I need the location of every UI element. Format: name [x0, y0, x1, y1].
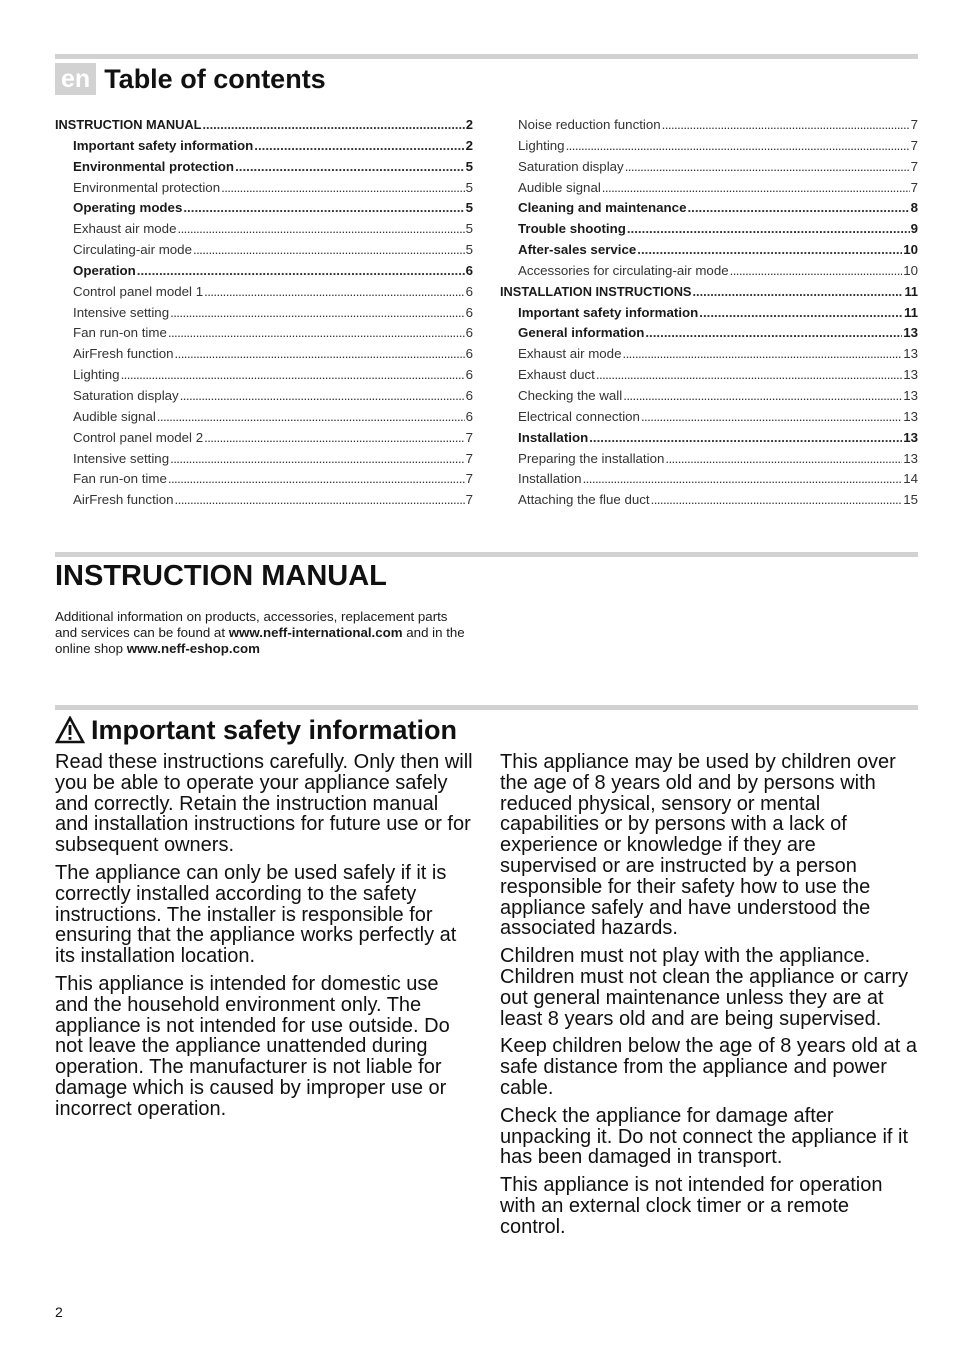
toc-leader-dots [180, 386, 465, 407]
toc-entry-page: 6 [465, 325, 473, 341]
toc-leader-dots [254, 136, 464, 157]
safety-title: Important safety information [91, 714, 458, 745]
toc-entry-label: Environmental protection [73, 179, 221, 195]
toc-leader-dots [699, 303, 903, 324]
toc-entry[interactable] [55, 240, 473, 261]
toc-entry-label: Intensive setting [73, 304, 170, 320]
toc-entry-label: Environmental protection [73, 158, 235, 174]
safety-paragraph: Read these instructions carefully. Only then will you be able to operate your appliance safely and correctly. Retain the instruction manual and installation instructions for future use or for subsequent owners. [55, 751, 473, 857]
toc-entry-page: 5 [465, 242, 473, 258]
page-number: 2 [55, 1304, 63, 1320]
toc-entry-label: Exhaust duct [518, 367, 595, 383]
toc-entry[interactable] [500, 365, 918, 386]
toc-entry[interactable] [500, 219, 918, 240]
toc-entry-page: 7 [465, 429, 473, 445]
toc-entry-label: AirFresh function [73, 492, 174, 508]
toc-entry-page: 7 [465, 450, 473, 466]
toc-entry-label: Noise reduction function [518, 117, 661, 132]
toc-entry[interactable] [500, 157, 918, 178]
toc-entry-label: Electrical connection [518, 408, 640, 424]
toc-leader-dots [177, 219, 464, 240]
toc-leader-dots [602, 178, 910, 199]
toc-leader-dots [625, 157, 910, 178]
toc-entry[interactable] [55, 219, 473, 240]
safety-paragraph: Children must not play with the appliance. Children must not clean the appliance or carry out general maintenance unless they are at least 8 years old and are being supervised. [500, 945, 908, 1030]
toc-entry[interactable] [500, 323, 918, 344]
toc-leader-dots [589, 428, 902, 449]
toc-entry-label: INSTALLATION INSTRUCTIONS [500, 283, 692, 299]
toc-entry-page: 9 [910, 221, 918, 237]
toc-entry[interactable] [500, 240, 918, 261]
toc-leader-dots [221, 178, 465, 199]
toc-entry-page: 14 [903, 471, 918, 487]
toc-leader-dots [665, 449, 902, 470]
toc-entry-label: Installation [518, 429, 589, 445]
toc-entry-page: 7 [910, 117, 918, 132]
toc-entry-page: 15 [903, 492, 918, 508]
toc-leader-dots [204, 282, 465, 303]
toc-leader-dots [645, 323, 902, 344]
toc-entry-page: 13 [903, 387, 918, 403]
toc-entry-page: 8 [910, 200, 918, 216]
toc-entry-label: Circulating-air mode [73, 242, 192, 258]
toc-left-column [55, 115, 473, 511]
toc-leader-dots [183, 198, 464, 219]
toc-entry-label: Important safety information [518, 304, 699, 320]
toc-title: Table of contents [104, 63, 326, 94]
manual-info-middle: and in the online shop [55, 625, 465, 657]
toc-leader-dots [168, 323, 465, 344]
toc-entry-label: After-sales service [518, 242, 637, 258]
toc-entry-page: 7 [465, 471, 473, 487]
toc-entry[interactable] [55, 303, 473, 324]
safety-paragraph: The appliance can only be used safely if it is correctly installed according to the safety instructions. The installer is responsible for ensuring that the appliance works perfectly at its installation location. [55, 861, 457, 968]
toc-entry-page: 5 [465, 158, 473, 174]
manual-info-link-international[interactable]: www.neff-international.com [228, 625, 403, 641]
toc-leader-dots [202, 115, 464, 136]
toc-leader-dots [121, 365, 465, 386]
toc-entry-label: Exhaust air mode [73, 221, 177, 237]
toc-leader-dots [170, 303, 465, 324]
toc-entry-label: Exhaust air mode [518, 346, 622, 362]
toc-entry[interactable] [55, 282, 473, 303]
toc-entry-page: 6 [465, 387, 473, 403]
toc-entry-page: 7 [910, 137, 918, 153]
toc-entry-label: Accessories for circulating-air mode [518, 262, 729, 278]
toc-leader-dots [641, 407, 902, 428]
safety-paragraph: This appliance may be used by children over the age of 8 years old and by persons with reduced physical, sensory or mental capabilities or by persons with a lack of experience or knowledge if they are supervised or are instructed by a person responsible for their safety how to use the appliance safely and have understood the associated hazards. [500, 751, 896, 940]
toc-entry[interactable] [500, 178, 918, 199]
language-badge: en [55, 63, 96, 95]
safety-paragraph: This appliance is intended for domestic use and the household environment only. The appliance is not intended for use outside. Do not leave the appliance unattended during operation. The manufacturer is not liable for damage which is caused by improper use or incorrect operation. [55, 972, 450, 1120]
toc-entry-label: INSTRUCTION MANUAL [55, 117, 202, 132]
toc-entry-label: Audible signal [73, 408, 156, 424]
toc-entry[interactable] [500, 115, 918, 136]
toc-entry-page: 6 [465, 283, 473, 299]
toc-entry[interactable] [55, 198, 473, 219]
manual-info-prefix: Additional information on products, accessories, replacement parts and services can be found at [55, 609, 448, 641]
toc-leader-dots [623, 386, 902, 407]
toc-entry-page: 13 [903, 450, 918, 466]
toc-entry-label: Trouble shooting [518, 221, 626, 237]
toc-entry[interactable] [500, 261, 918, 282]
toc-entry-page: 10 [903, 262, 918, 278]
toc-entry-label: Cleaning and maintenance [518, 200, 687, 216]
toc-entry-page: 11 [903, 304, 918, 320]
toc-entry-page: 6 [465, 304, 473, 320]
toc-leader-dots [235, 157, 465, 178]
toc-entry-label: Important safety information [73, 137, 254, 153]
toc-leader-dots [730, 261, 903, 282]
toc-entry-label: Audible signal [518, 179, 601, 195]
safety-left-column [55, 752, 475, 1127]
toc-leader-dots [566, 136, 910, 157]
toc-entry-label: Control panel model 2 [73, 429, 204, 445]
toc-leader-dots [204, 428, 465, 449]
toc-entry[interactable] [500, 449, 918, 470]
toc-entry-page: 13 [903, 367, 918, 383]
toc-entry-label: Saturation display [73, 387, 179, 403]
safety-top-rule [55, 705, 918, 710]
toc-leader-dots [157, 407, 465, 428]
toc-entry[interactable] [500, 386, 918, 407]
toc-leader-dots [627, 219, 910, 240]
toc-entry[interactable] [500, 469, 918, 490]
toc-entry-label: Control panel model 1 [73, 283, 204, 299]
toc-leader-dots [662, 115, 910, 136]
toc-top-rule [55, 54, 918, 59]
toc-leader-dots [175, 490, 465, 511]
toc-entry[interactable] [500, 282, 918, 303]
toc-right-column [500, 115, 918, 511]
toc-entry-label: Preparing the installation [518, 450, 665, 466]
toc-entry-label: Operation [73, 262, 136, 278]
toc-leader-dots [637, 240, 902, 261]
toc-entry[interactable] [55, 386, 473, 407]
toc-leader-dots [651, 490, 903, 511]
manual-title: INSTRUCTION MANUAL [55, 560, 387, 592]
toc-entry[interactable] [55, 115, 473, 136]
toc-entry-page: 6 [465, 346, 473, 362]
toc-entry[interactable] [500, 407, 918, 428]
toc-entry-label: Installation [518, 471, 582, 487]
toc-entry[interactable] [55, 178, 473, 199]
toc-leader-dots [687, 198, 909, 219]
toc-entry-page: 13 [903, 325, 918, 341]
toc-entry[interactable] [55, 261, 473, 282]
toc-entry[interactable] [55, 428, 473, 449]
warning-triangle-icon [55, 716, 85, 744]
toc-entry[interactable] [55, 490, 473, 511]
safety-paragraph: Check the appliance for damage after unpacking it. Do not connect the appliance if it has been damaged in transport. [500, 1104, 909, 1169]
toc-entry[interactable] [55, 469, 473, 490]
safety-right-column [500, 752, 918, 1245]
toc-header [55, 62, 326, 96]
toc-entry[interactable] [500, 344, 918, 365]
toc-entry[interactable] [55, 365, 473, 386]
toc-leader-dots [692, 282, 903, 303]
toc-leader-dots [622, 344, 902, 365]
toc-leader-dots [175, 344, 465, 365]
toc-entry[interactable] [55, 407, 473, 428]
toc-entry-label: Lighting [73, 367, 120, 383]
toc-entry[interactable] [500, 136, 918, 157]
toc-entry-page: 2 [465, 117, 473, 132]
toc-entry[interactable] [55, 136, 473, 157]
toc-entry-page: 7 [465, 492, 473, 508]
manual-top-rule [55, 552, 918, 557]
safety-paragraph: This appliance is not intended for operation with an external clock timer or a remote control. [500, 1174, 883, 1238]
toc-entry-page: 7 [910, 158, 918, 174]
toc-entry-label: Checking the wall [518, 387, 623, 403]
toc-leader-dots [170, 449, 465, 470]
toc-leader-dots [193, 240, 465, 261]
toc-entry-label: AirFresh function [73, 346, 174, 362]
toc-entry-page: 13 [903, 346, 918, 362]
toc-entry-page: 2 [465, 137, 473, 153]
toc-entry-label: Fan run-on time [73, 325, 167, 341]
toc-entry-label: Fan run-on time [73, 471, 167, 487]
toc-entry-label: Operating modes [73, 200, 183, 216]
toc-entry[interactable] [55, 323, 473, 344]
toc-leader-dots [168, 469, 465, 490]
toc-entry[interactable] [500, 490, 918, 511]
toc-entry-page: 7 [910, 179, 918, 195]
toc-entry-page: 5 [465, 200, 473, 216]
toc-entry[interactable] [500, 428, 918, 449]
toc-entry-label: Intensive setting [73, 450, 170, 466]
safety-header [55, 712, 457, 748]
toc-entry[interactable] [500, 303, 918, 324]
toc-entry-page: 6 [465, 262, 473, 278]
toc-entry-page: 6 [465, 408, 473, 424]
toc-entry-label: Attaching the flue duct [518, 492, 650, 508]
toc-entry[interactable] [55, 344, 473, 365]
toc-entry[interactable] [500, 198, 918, 219]
toc-entry-page: 11 [904, 283, 918, 299]
toc-entry[interactable] [55, 157, 473, 178]
toc-entry-label: Lighting [518, 137, 565, 153]
toc-leader-dots [596, 365, 902, 386]
toc-entry-page: 5 [465, 221, 473, 237]
toc-entry-page: 10 [903, 242, 918, 258]
toc-entry-page: 6 [465, 367, 473, 383]
toc-entry[interactable] [55, 449, 473, 470]
toc-entry-label: Saturation display [518, 158, 624, 174]
toc-entry-label: General information [518, 325, 645, 341]
manual-info-link-eshop[interactable]: www.neff-eshop.com [126, 641, 260, 657]
safety-paragraph: Keep children below the age of 8 years old at a safe distance from the appliance and power cable. [500, 1035, 917, 1099]
toc-entry-page: 13 [903, 429, 918, 445]
toc-entry-page: 5 [465, 179, 473, 195]
toc-entry-page: 13 [903, 408, 918, 424]
manual-info [55, 609, 470, 658]
toc-leader-dots [137, 261, 465, 282]
toc-leader-dots [583, 469, 903, 490]
